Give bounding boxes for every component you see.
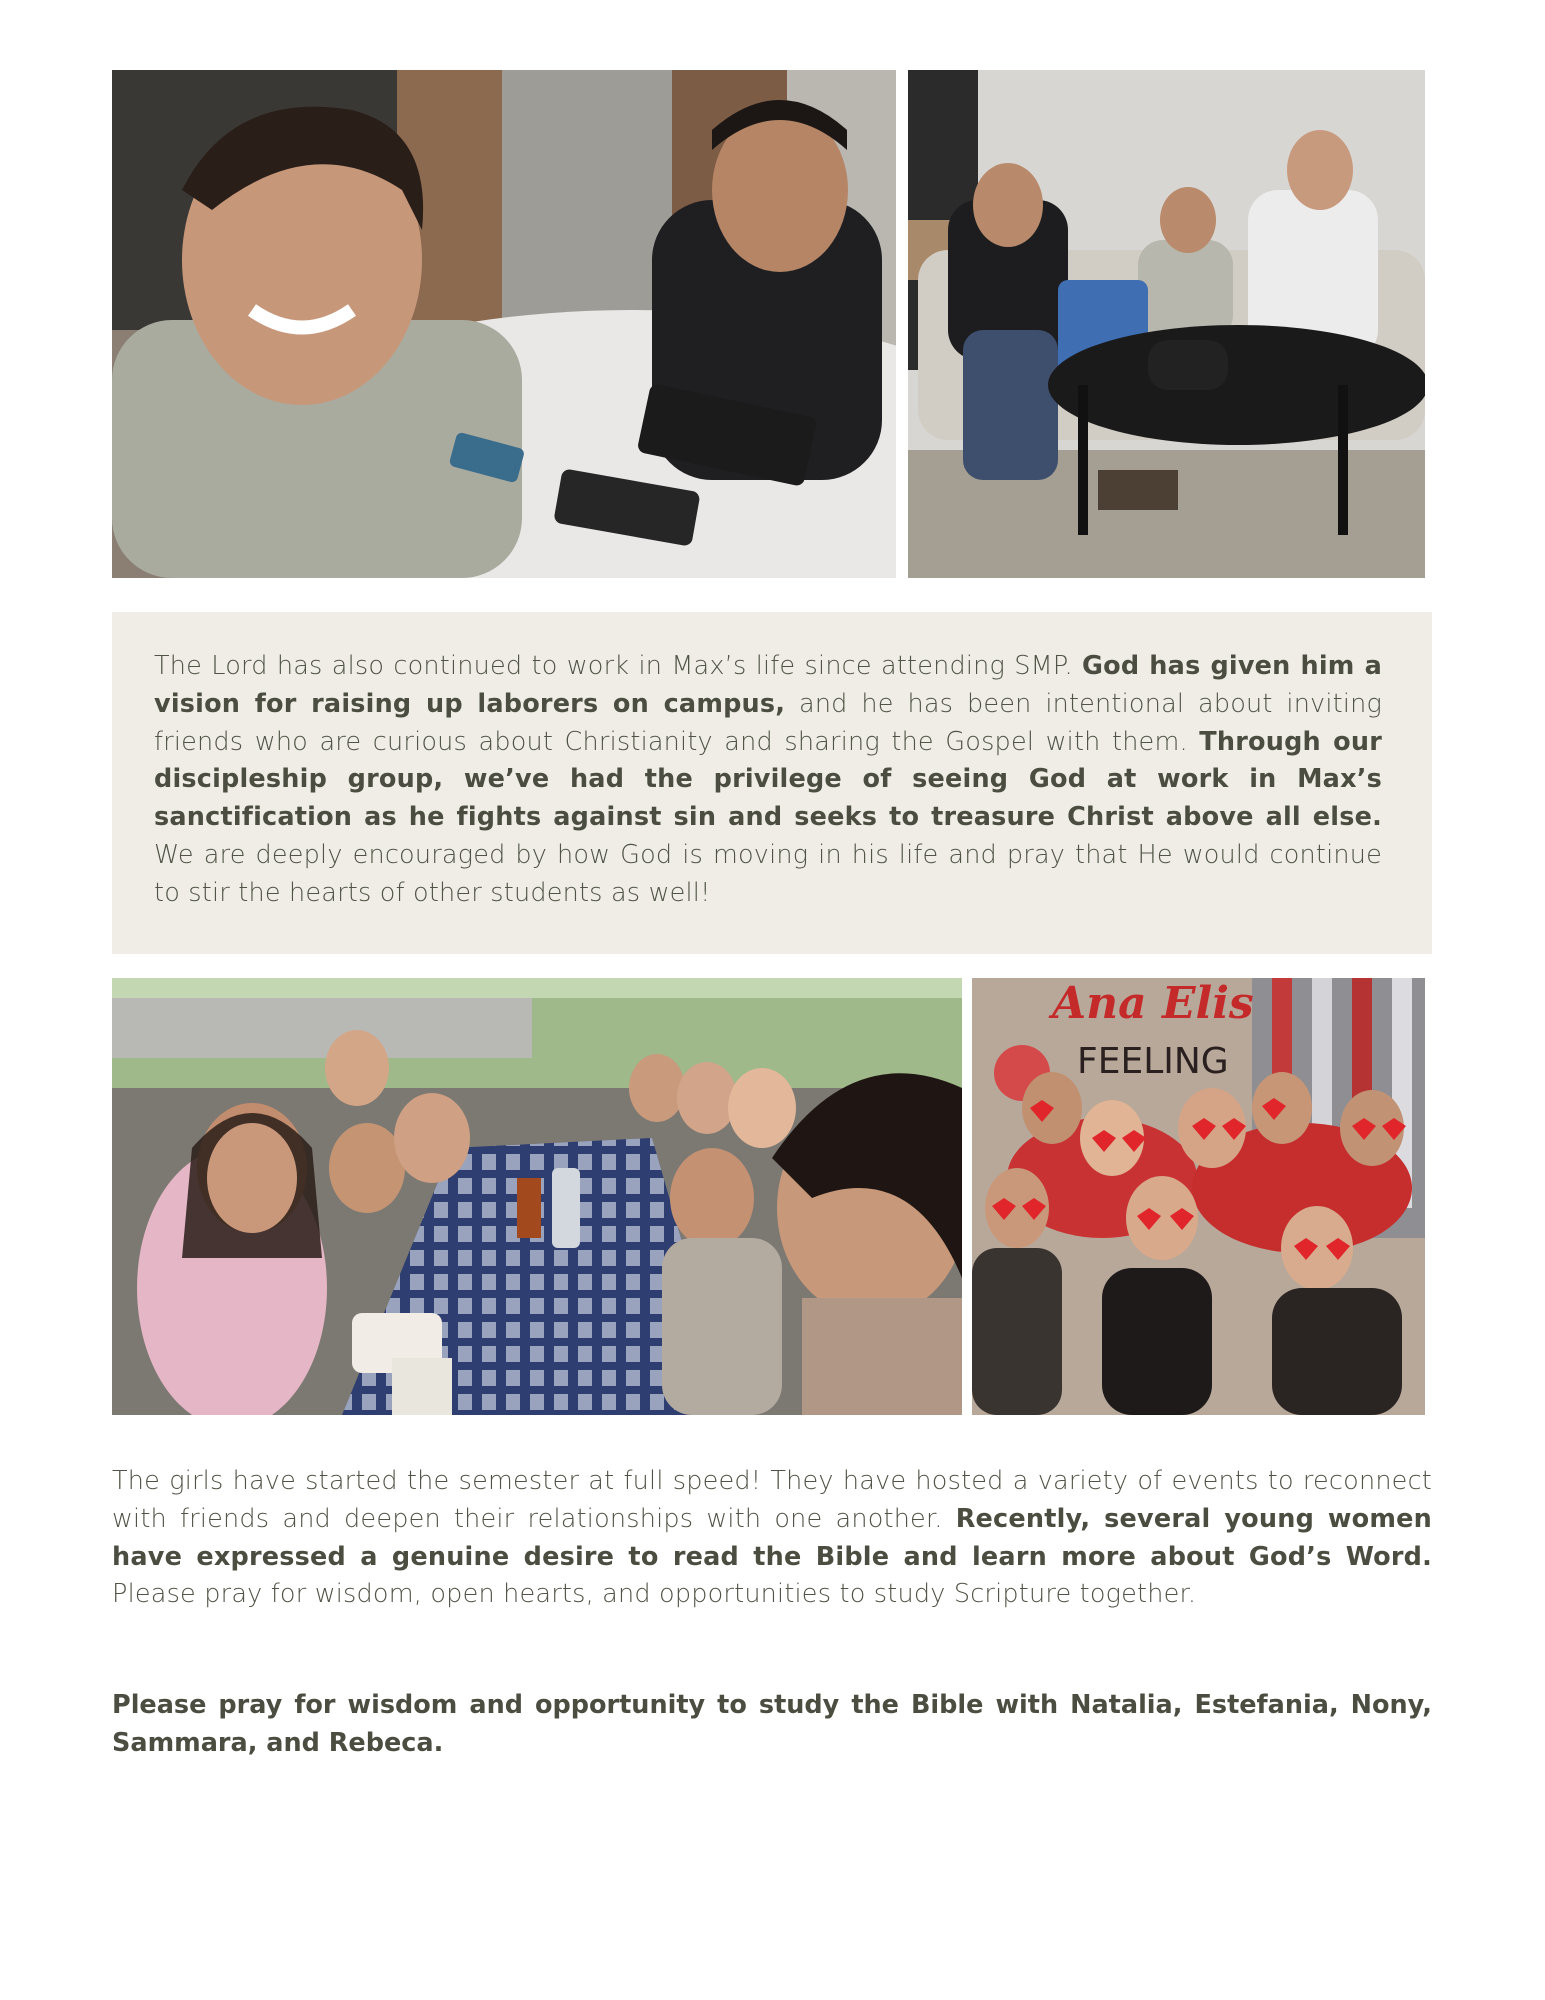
women-heart-sunglasses-party-photo [972,978,1425,1415]
max-story-callout-box [112,612,1432,954]
max-story-bold-2: Through our discipleship group, we’ve had the privilege of seeing God at work in Max’s sanctification as he fights against sin and seeks to treasure Christ above all else. [154,726,1383,833]
young-men-relaxing-on-couch-photo [908,70,1425,578]
max-story-bold-1: God has given him a vision for raising up laborers on campus, [154,651,1382,719]
women-picnic-selfie-photo [112,978,962,1415]
max-story-text-2: and he has been intentional about inviting friends who are curious about Christianity and sharing the Gospel with them. [154,688,1382,757]
max-story-text-3: We are deeply encouraged by how God is moving in his life and pray that He would continue to stir the hearts of other students as well! [154,839,1382,908]
girls-text-1: The girls have started the semester at full speed! They have hosted a variety of events to reconnect with friends and deepen their relationships with one another. [112,1466,1432,1534]
banner-name-text: Ana Elis [1052,978,1254,1029]
max-story-paragraph [154,648,1382,913]
max-story-text-1: The Lord has also continued to work in Max’s life since attending SMP. [154,651,1082,681]
selfie-two-young-men-at-table-photo [112,70,896,578]
girls-ministry-paragraph [112,1463,1432,1614]
banner-feeling-text: FEELING [1077,1041,1229,1082]
prayer-request: Please pray for wisdom and opportunity to study the Bible with Natalia, Estefania, Nony, Sammara, and Rebeca. [112,1690,1432,1758]
girls-text-2: Please pray for wisdom, open hearts, and opportunities to study Scripture together. [112,1579,1197,1610]
girls-bold-1: Recently, several young women have expressed a genuine desire to read the Bible and learn more about God’s Word. [112,1503,1432,1572]
